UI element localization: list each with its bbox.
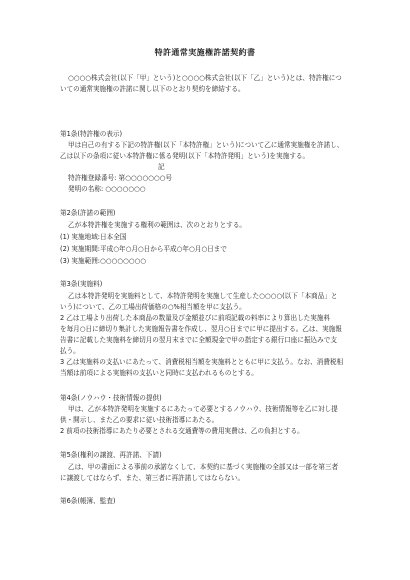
article-2-item-1: (1) 実施地域:日本全国 <box>60 233 127 241</box>
article-4-line-3: 2 前項の技術指導にあたり必要とされる交通費等の費用実費は、乙の負担とする。 <box>60 427 304 435</box>
article-4-line-1: 甲は、乙が本特許発明を実施するにあたって必要とするノウハウ、技術情報等を乙に対し提 <box>68 405 338 413</box>
article-6-heading: 第6条(帳簿、監査) <box>60 497 116 505</box>
document-title: 特許通常実施権許諾契約書 <box>154 48 256 57</box>
article-3-line-6: 払う。 <box>60 347 80 355</box>
article-5-line-1: 乙は、甲の書面による事前の承諾なくして、本契約に基づく実施権の全部又は一部を第三者 <box>68 463 339 471</box>
article-2-line-1: 乙が本特許権を実施する権利の範囲は、次のとおりとする。 <box>68 221 247 229</box>
article-1-line-2: 乙は以下の条項に従い本特許権に係る発明(以下「本特許発明」という)を実施する。 <box>60 152 310 160</box>
article-3-line-8: 当額は前項による実施料の支払いと同時に支払われるものとする。 <box>60 369 258 377</box>
article-1-item-1: 特許権登録番号: 第○○○○○○○号 <box>68 174 172 182</box>
article-3-line-2: いう)について、乙の工場出荷価格の○%相当額を甲に支払う。 <box>60 303 246 311</box>
article-3-line-5: 告書に記載した実施料を締切月の翌月末までに全額現金で甲の指定する銀行口座に振込みで支 <box>60 336 337 344</box>
article-3-line-4: を毎月○日に締切り集計した実施報告書を作成し、翌月○日までに甲に提出する。乙は、実施報 <box>60 325 342 333</box>
article-3-line-3: 2 乙は工場より出荷した本商品の数量及び金額並びに前項記載の料率により算出した実施料 <box>60 314 331 322</box>
article-5-line-2: に譲渡してはならず、また、第三者に再許諾してはならない。 <box>60 474 245 482</box>
intro-line-1: ○○○○株式会社(以下「甲」という)と○○○○株式会社(以下「乙」という)とは、特許権につ <box>68 74 342 82</box>
article-1-line-1: 甲は自己の有する下記の特許権(以下「本特許権」という)について乙に通常実施権を許諾し、 <box>68 141 344 149</box>
article-5-heading: 第5条(権利の譲渡、再許諾、下請) <box>60 451 162 459</box>
article-1-heading: 第1条(特許権の表示) <box>60 130 123 138</box>
article-2-item-3: (3) 実施範囲:○○○○○○○○ <box>60 257 147 265</box>
article-3-heading: 第3条(実施料) <box>60 280 103 288</box>
article-3-line-7: 3 乙は実施料の支払いにあたって、消費税相当額を実施料とともに甲に支払う。なお、消費税相 <box>60 358 344 366</box>
article-1-item-2: 発明の名称: ○○○○○○○ <box>68 185 146 193</box>
article-3-line-1: 乙は本特許発明を実施料として、本特許発明を実施して生産した○○○○(以下「本商品」と <box>68 292 338 300</box>
intro-line-2: いての通常実施権の許諾に関し以下のとおり契約を締結する。 <box>60 85 245 93</box>
article-2-heading: 第2条(許諾の範囲) <box>60 209 116 217</box>
article-1-ki: 記 <box>158 163 165 171</box>
article-2-item-2: (2) 実施期間:平成○年○月○日から平成○年○月○日まで <box>60 245 227 253</box>
article-4-line-2: 供・開示し、また乙の要求に従い技術指導にあたる。 <box>60 416 219 424</box>
article-4-heading: 第4条(ノウハウ・技術情報の提供) <box>60 394 162 402</box>
